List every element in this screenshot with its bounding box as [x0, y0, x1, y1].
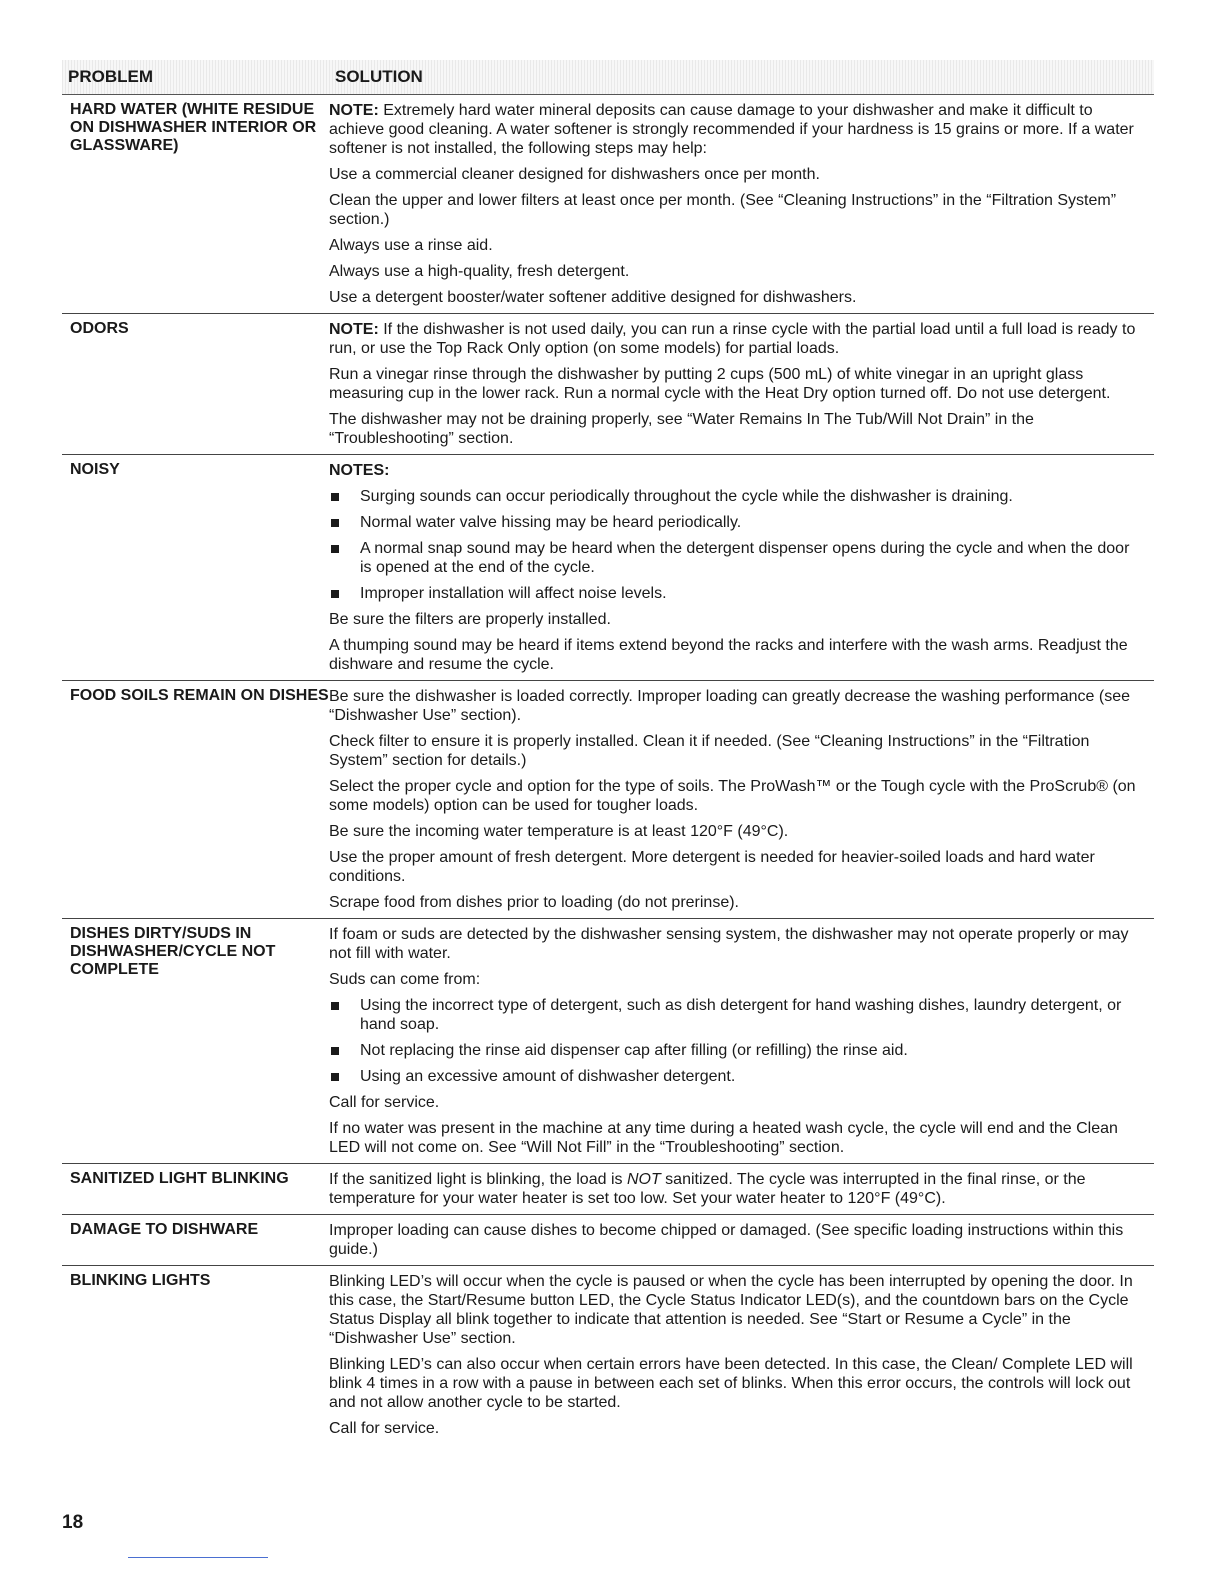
solution-damage: [329, 1221, 1154, 1259]
troubleshooting-table: [62, 60, 1154, 1444]
emphasis-not: NOT: [626, 1171, 661, 1188]
bullet-square-icon: [331, 1002, 339, 1010]
footer-divider: [128, 1557, 268, 1558]
problem-blinking: BLINKING LIGHTS: [70, 1272, 211, 1289]
solution-paragraph: Call for service.: [329, 1094, 440, 1111]
solution-paragraph: If no water was present in the machine at any time during a heated wash cycle, the cycle will end and the Clean LED will not come on. See “Will Not Fill” in the “Troubleshooting” section.: [329, 1120, 1118, 1156]
solution-paragraph: Run a vinegar rinse through the dishwasher by putting 2 cups (500 mL) of white vinegar in an upright glass measuring cup in the lower rack. Run a normal cycle with the Heat Dry option turned off. Do not use detergent.: [329, 366, 1111, 402]
solution-paragraph: Use a detergent booster/water softener additive designed for dishwashers.: [329, 289, 857, 306]
table-row: [62, 681, 1154, 919]
solution-blinking: [329, 1272, 1154, 1438]
bullet-square-icon: [331, 493, 339, 501]
bullet-item: Surging sounds can occur periodically throughout the cycle while the dishwasher is draining.: [329, 487, 1142, 506]
note-label: NOTE:: [329, 102, 379, 119]
problem-damage: DAMAGE TO DISHWARE: [70, 1221, 259, 1238]
note-text: Extremely hard water mineral deposits can cause damage to your dishwasher and make it difficult to achieve good cleaning. A water softener is strongly recommended if your hardness is 15 grains or more. If a water softener is not installed, the following steps may help:: [329, 102, 1134, 157]
notes-label: NOTES:: [329, 462, 390, 479]
bullet-item: Using the incorrect type of detergent, such as dish detergent for hand washing dishes, laundry detergent, or hand soap.: [329, 996, 1142, 1034]
problem-dishes-dirty: DISHES DIRTY/SUDS IN DISHWASHER/CYCLE NOT COMPLETE: [70, 925, 276, 978]
table-header: [62, 60, 1154, 95]
bullet-square-icon: [331, 519, 339, 527]
table-row: [62, 314, 1154, 455]
solution-food-soils: [329, 687, 1154, 912]
note-label: NOTE:: [329, 321, 379, 338]
solution-sanitized: If the sanitized light is blinking, the load is NOT sanitized. The cycle was interrupted in the final rinse, or the temperature for your water heater is set too low. Set your water heater to 120°F (49°C).: [329, 1171, 1086, 1207]
solution-dishes-dirty: [329, 925, 1154, 1157]
table-row: [62, 919, 1154, 1164]
solution-paragraph: Always use a rinse aid.: [329, 237, 493, 254]
solution-hard-water: [329, 101, 1154, 307]
bullet-item: Not replacing the rinse aid dispenser cap after filling (or refilling) the rinse aid.: [329, 1041, 1142, 1060]
solution-paragraph: Check filter to ensure it is properly installed. Clean it if needed. (See “Cleaning Instructions” in the “Filtration System” section for details.): [329, 733, 1090, 769]
solution-paragraph: Blinking LED’s will occur when the cycle is paused or when the cycle has been interrupted by opening the door. In this case, the Start/Resume button LED, the Cycle Status Indicator LED(s), and the countdown bars on the Cycle Status Display all blink together to indicate that attention is needed. See “Start or Resume a Cycle” in the “Dishwasher Use” section.: [329, 1273, 1133, 1347]
solution-paragraph: Blinking LED’s can also occur when certain errors have been detected. In this case, the Clean/ Complete LED will blink 4 times in a row with a pause in between each set of blinks. When this error occurs, the controls will lock out and not allow another cycle to be started.: [329, 1356, 1133, 1411]
solution-paragraph: Select the proper cycle and option for the type of soils. The ProWash™ or the Tough cycle with the ProScrub® (on some models) option can be used for tougher loads.: [329, 778, 1136, 814]
bullet-square-icon: [331, 1073, 339, 1081]
problem-odors: ODORS: [70, 320, 129, 337]
bullet-item: Improper installation will affect noise levels.: [329, 584, 1142, 603]
table-row: [62, 95, 1154, 314]
solution-paragraph: Be sure the incoming water temperature is at least 120°F (49°C).: [329, 823, 789, 840]
table-row: [62, 1164, 1154, 1215]
solution-odors: [329, 320, 1154, 448]
solution-paragraph: If foam or suds are detected by the dishwasher sensing system, the dishwasher may not operate properly or may not fill with water.: [329, 926, 1129, 962]
solution-paragraph: The dishwasher may not be draining properly, see “Water Remains In The Tub/Will Not Drain” in the “Troubleshooting” section.: [329, 411, 1034, 447]
table-row: [62, 455, 1154, 681]
bullet-square-icon: [331, 545, 339, 553]
solution-paragraph: Call for service.: [329, 1420, 440, 1437]
solution-paragraph: A thumping sound may be heard if items extend beyond the racks and interfere with the wash arms. Readjust the dishware and resume the cycle.: [329, 637, 1128, 673]
solution-column-header: SOLUTION: [335, 67, 423, 86]
bullet-item: A normal snap sound may be heard when the detergent dispenser opens during the cycle and when the door is opened at the end of the cycle.: [329, 539, 1142, 577]
solution-noisy: [329, 461, 1154, 674]
bullet-item: Normal water valve hissing may be heard periodically.: [329, 513, 1142, 532]
solution-paragraph: Use a commercial cleaner designed for dishwashers once per month.: [329, 166, 820, 183]
solution-paragraph: Always use a high-quality, fresh detergent.: [329, 263, 630, 280]
page-number: 18: [62, 1512, 84, 1533]
note-text: If the dishwasher is not used daily, you can run a rinse cycle with the partial load until a full load is ready to run, or use the Top Rack Only option (on some models) for partial loads.: [329, 321, 1136, 357]
table-row: [62, 1215, 1154, 1266]
solution-paragraph: Improper loading can cause dishes to become chipped or damaged. (See specific loading instructions within this guide.): [329, 1222, 1124, 1258]
solution-paragraph: Scrape food from dishes prior to loading (do not prerinse).: [329, 894, 739, 911]
problem-food-soils: FOOD SOILS REMAIN ON DISHES: [70, 687, 329, 704]
bullet-item: Using an excessive amount of dishwasher detergent.: [329, 1067, 1142, 1086]
problem-hard-water: HARD WATER (WHITE RESIDUE ON DISHWASHER INTERIOR OR GLASSWARE): [70, 101, 317, 154]
solution-paragraph: Be sure the filters are properly installed.: [329, 611, 611, 628]
solution-paragraph: Be sure the dishwasher is loaded correctly. Improper loading can greatly decrease the washing performance (see “Dishwasher Use” section).: [329, 688, 1131, 724]
problem-column-header: PROBLEM: [68, 67, 153, 86]
solution-paragraph: Clean the upper and lower filters at least once per month. (See “Cleaning Instructions” in the “Filtration System” section.): [329, 192, 1117, 228]
problem-noisy: NOISY: [70, 461, 120, 478]
bullet-square-icon: [331, 1047, 339, 1055]
solution-paragraph: Suds can come from:: [329, 971, 481, 988]
solution-paragraph: Use the proper amount of fresh detergent. More detergent is needed for heavier-soiled loads and hard water conditions.: [329, 849, 1095, 885]
bullet-square-icon: [331, 590, 339, 598]
problem-sanitized: SANITIZED LIGHT BLINKING: [70, 1170, 289, 1187]
table-row: [62, 1266, 1154, 1444]
